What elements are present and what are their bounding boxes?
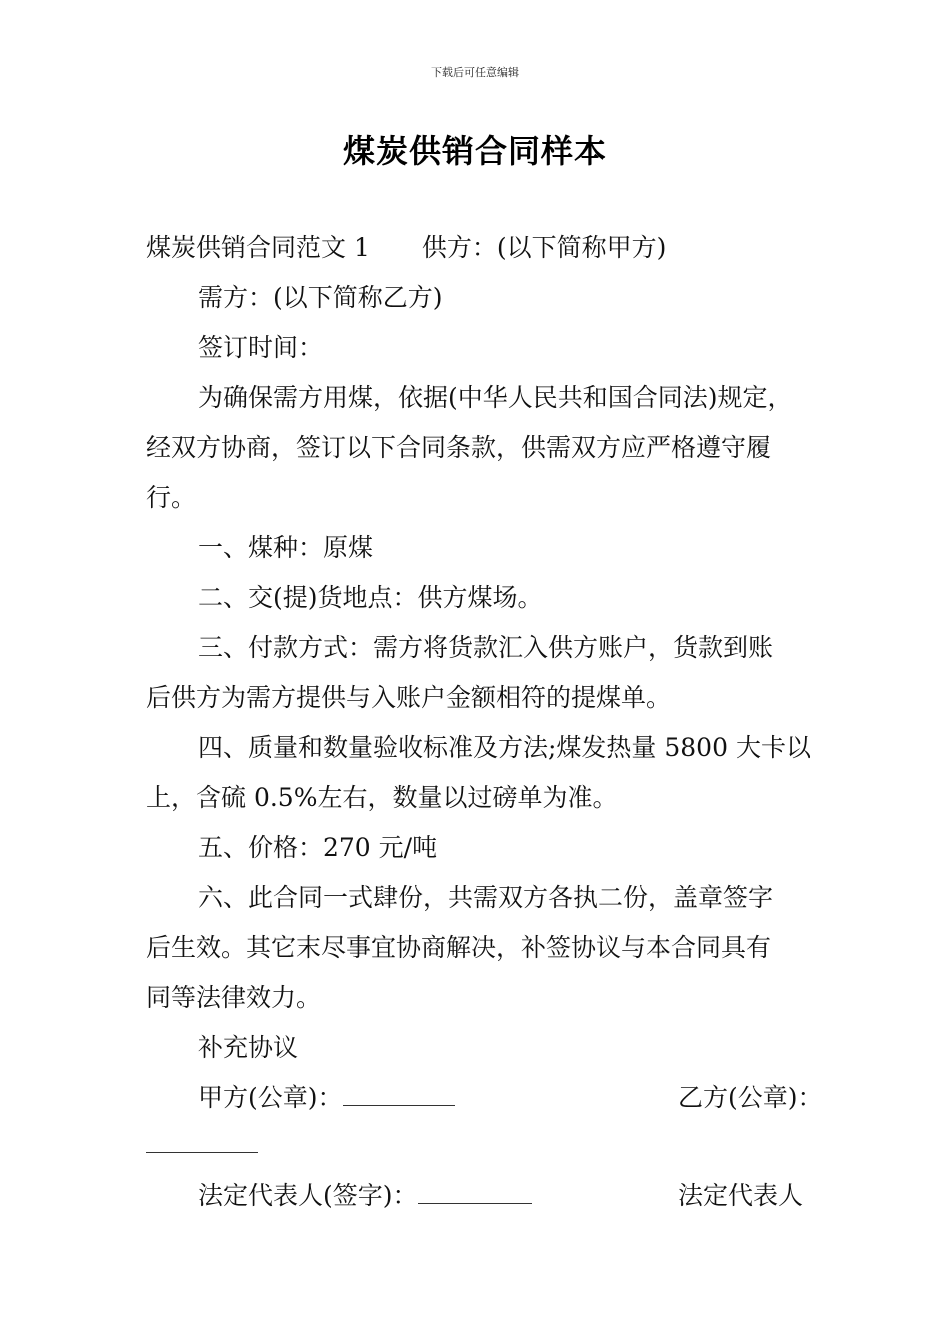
preamble-line-1: 为确保需方用煤，依据(中华人民共和国合同法)规定，: [198, 383, 793, 412]
party-a-seal-label: 甲方(公章)：: [198, 1083, 343, 1112]
clause-4-line-2: 上，含硫 0.5%左右，数量以过磅单为准。: [146, 783, 618, 812]
clause-6-line-2: 后生效。其它末尽事宜协商解决，补签协议与本合同具有: [146, 933, 772, 962]
document-title: 煤炭供销合同样本: [342, 132, 607, 170]
clause-2: 二、交(提)货地点：供方煤场。: [198, 583, 543, 612]
party-b-seal-blank: [146, 1132, 258, 1153]
buyer-line: 需方：(以下简称乙方): [198, 283, 443, 312]
clause-1: 一、煤种：原煤: [198, 533, 374, 562]
party-a-rep-blank: [418, 1183, 532, 1204]
party-a-seal-blank: [343, 1085, 455, 1106]
preamble-line-2: 经双方协商，签订以下合同条款，供需双方应严格遵守履: [146, 433, 772, 462]
clause-4-line-1: 四、质量和数量验收标准及方法;煤发热量 5800 大卡以: [198, 733, 811, 762]
party-b-seal-label: 乙方(公章)：: [678, 1083, 823, 1112]
clause-6-line-1: 六、此合同一式肆份，共需双方各执二份，盖章签字: [198, 883, 774, 912]
party-a-rep-label: 法定代表人(签字)：: [198, 1181, 418, 1210]
clause-3-line-1: 三、付款方式：需方将货款汇入供方账户，货款到账: [198, 633, 774, 662]
clause-3-line-2: 后供方为需方提供与入账户金额相符的提煤单。: [146, 683, 672, 712]
clause-5: 五、价格：270 元/吨: [198, 833, 438, 862]
supplier-label: 供方：(以下简称甲方): [421, 233, 667, 262]
party-a-seal-line: [198, 1083, 455, 1113]
supplement-heading: 补充协议: [198, 1033, 299, 1062]
document-body: [146, 0, 822, 1344]
sample-name: 煤炭供销合同范文 1: [146, 233, 370, 262]
header-note: 下载后可任意编辑: [431, 66, 519, 79]
party-a-rep-line: [198, 1181, 532, 1211]
party-b-rep-label: 法定代表人: [678, 1181, 804, 1210]
sign-time-line: 签订时间：: [198, 333, 324, 362]
party-b-seal-blank-line: [146, 1130, 258, 1160]
preamble-line-3: 行。: [146, 483, 197, 512]
intro-line: [146, 233, 666, 263]
clause-6-line-3: 同等法律效力。: [146, 983, 322, 1012]
